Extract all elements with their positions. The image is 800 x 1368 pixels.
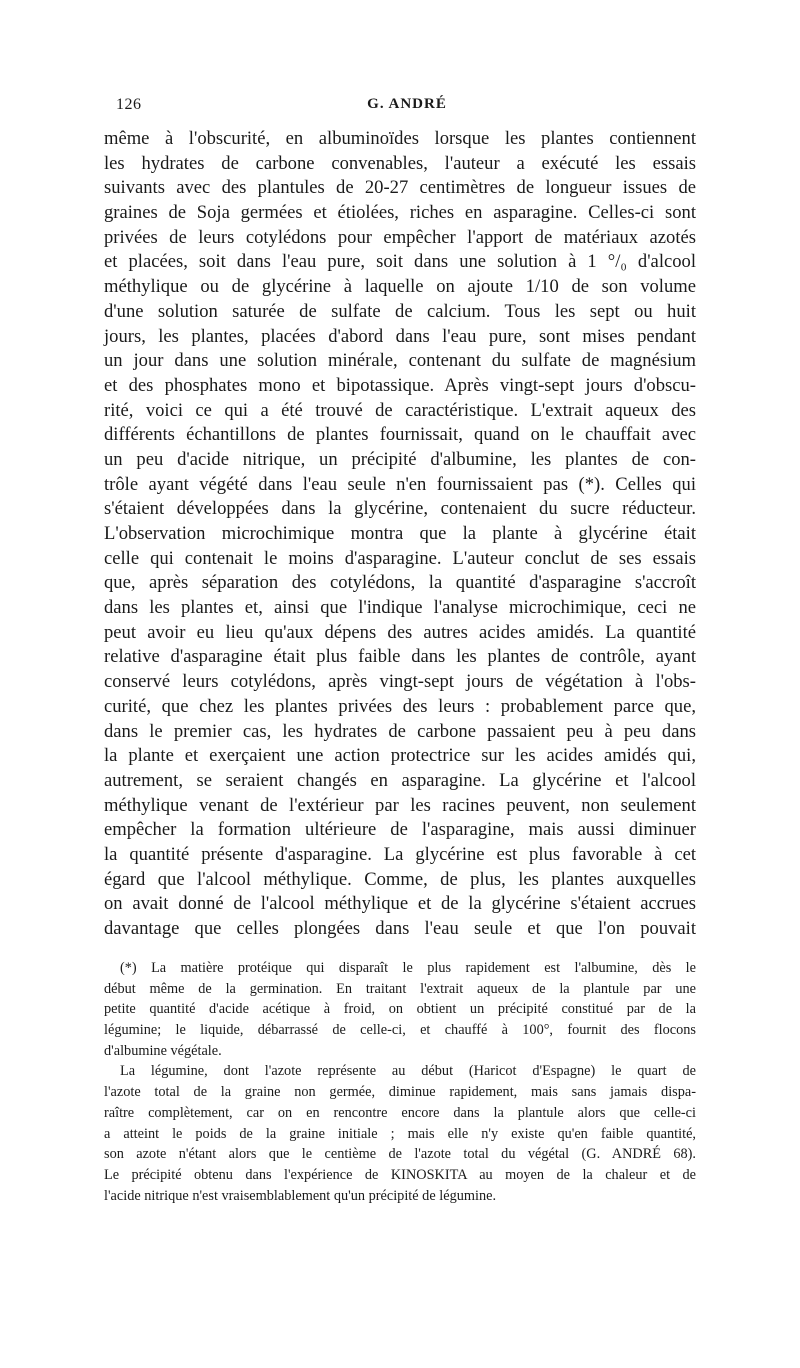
footnote-line: a atteint le poids de la graine initiale ; mais elle n'y existe qu'en faible quantité, xyxy=(104,1125,696,1142)
page-number: 126 xyxy=(116,96,142,113)
body-line: un jour dans une solution minérale, contenant du sulfate de magnésium xyxy=(104,350,696,372)
body-line: L'observation microchimique montra que la plante à glycérine était xyxy=(104,523,696,544)
body-line: on avait donné de l'alcool méthylique et de la glycérine s'étaient accrues xyxy=(104,893,696,915)
body-line: relative d'asparagine était plus faible dans les plantes de contrôle, ayant xyxy=(104,646,696,668)
footnote-line: l'azote total de la graine non germée, diminue rapidement, mais sans jamais dispa- xyxy=(104,1084,696,1101)
footnote-line: d'albumine végétale. xyxy=(104,1042,222,1059)
body-line: un peu d'acide nitrique, un précipité d'albumine, les plantes de con- xyxy=(104,448,696,470)
body-line: celle qui contenait le moins d'asparagine. L'auteur conclut de ses essais xyxy=(104,547,696,569)
body-line: peut avoir eu lieu qu'aux dépens des autres acides amidés. La quantité xyxy=(104,621,696,643)
body-line: les hydrates de carbone convenables, l'auteur a exécuté les essais xyxy=(104,152,696,174)
footnote-line: raître complètement, car on en rencontre encore dans la plantule alors que celle-ci xyxy=(104,1104,696,1121)
body-line: la quantité présente d'asparagine. La glycérine est plus favorable à cet xyxy=(104,843,696,865)
body-line: méthylique venant de l'extérieur par les racines peuvent, non seulement xyxy=(104,794,696,816)
footnote-line: La légumine, dont l'azote représente au début (Haricot d'Espagne) le quart de xyxy=(120,1063,696,1080)
footnote-line: légumine; le liquide, débarrassé de celle-ci, et chauffé à 100°, fournit des flocons xyxy=(104,1022,696,1039)
body-line: empêcher la formation ultérieure de l'asparagine, mais aussi diminuer xyxy=(104,819,696,841)
running-head: G. ANDRÉ xyxy=(367,96,447,112)
footnote-line: son azote n'étant alors que le centième de l'azote total du végétal (G. ANDRÉ 68). xyxy=(104,1146,696,1163)
body-line: d'une solution saturée de sulfate de calcium. Tous les sept ou huit xyxy=(104,300,696,322)
body-line: la plante et exerçaient une action protectrice sur les acides amidés qui, xyxy=(104,745,696,767)
footnotes xyxy=(104,958,696,1206)
body-line: dans les plantes et, ainsi que l'indique l'analyse microchimique, ceci ne xyxy=(104,597,696,619)
body-line: s'étaient développées dans la glycérine, contenaient du sucre réducteur. xyxy=(104,498,696,520)
footnote-line: l'acide nitrique n'est vraisemblablement qu'un précipité de légumine. xyxy=(104,1187,497,1204)
body-line: davantage que celles plongées dans l'eau seule et que l'on pouvait xyxy=(104,918,696,939)
body-line: et placées, soit dans l'eau pure, soit dans une solution à 1 °/₀ d'alcool xyxy=(104,251,696,273)
body-line: jours, les plantes, placées d'abord dans l'eau pure, sont mises pendant xyxy=(104,325,696,347)
body-line: autrement, se seraient changés en asparagine. La glycérine et l'alcool xyxy=(104,769,696,791)
body-line: que, après séparation des cotylédons, la quantité d'asparagine s'accroît xyxy=(104,572,696,594)
body-line: égard que l'alcool méthylique. Comme, de plus, les plantes auxquelles xyxy=(104,868,696,890)
body-line: conservé leurs cotylédons, après vingt-sept jours de végétation à l'obs- xyxy=(104,671,696,693)
page-header xyxy=(116,96,698,120)
body-line: privées de leurs cotylédons pour empêcher l'apport de matériaux azotés xyxy=(104,226,696,248)
footnote-line: Le précipité obtenu dans l'expérience de KINOSKITA au moyen de la chaleur et de xyxy=(104,1166,696,1183)
footnote-line: petite quantité d'acide acétique à froid, on obtient un précipité constitué par de la xyxy=(104,1001,696,1018)
body-line: curité, que chez les plantes privées des leurs : probablement parce que, xyxy=(104,695,696,717)
body-line: rité, voici ce qui a été trouvé de caractéristique. L'extrait aqueux des xyxy=(104,399,696,421)
body-line: graines de Soja germées et étiolées, riches en asparagine. Celles-ci sont xyxy=(104,202,696,224)
body-line: même à l'obscurité, en albuminoïdes lorsque les plantes contiennent xyxy=(104,128,696,149)
footnote-line: (*) La matière protéique qui disparaît le plus rapidement est l'albumine, dès le xyxy=(120,960,696,976)
body-line: suivants avec des plantules de 20-27 centimètres de longueur issues de xyxy=(104,177,696,199)
footnote-line: début même de la germination. En traitant l'extrait aqueux de la plantule par une xyxy=(104,980,696,997)
body-text xyxy=(104,127,696,942)
body-line: dans le premier cas, les hydrates de carbone passaient peu à peu dans xyxy=(104,720,696,742)
body-line: et des phosphates mono et bipotassique. Après vingt-sept jours d'obscu- xyxy=(104,374,696,396)
body-line: méthylique ou de glycérine à laquelle on ajoute 1/10 de son volume xyxy=(104,276,696,298)
body-line: différents échantillons de plantes fournissait, quand on le chauffait avec xyxy=(104,424,696,446)
body-line: trôle ayant végété dans l'eau seule n'en fournissaient pas (*). Celles qui xyxy=(104,473,696,495)
